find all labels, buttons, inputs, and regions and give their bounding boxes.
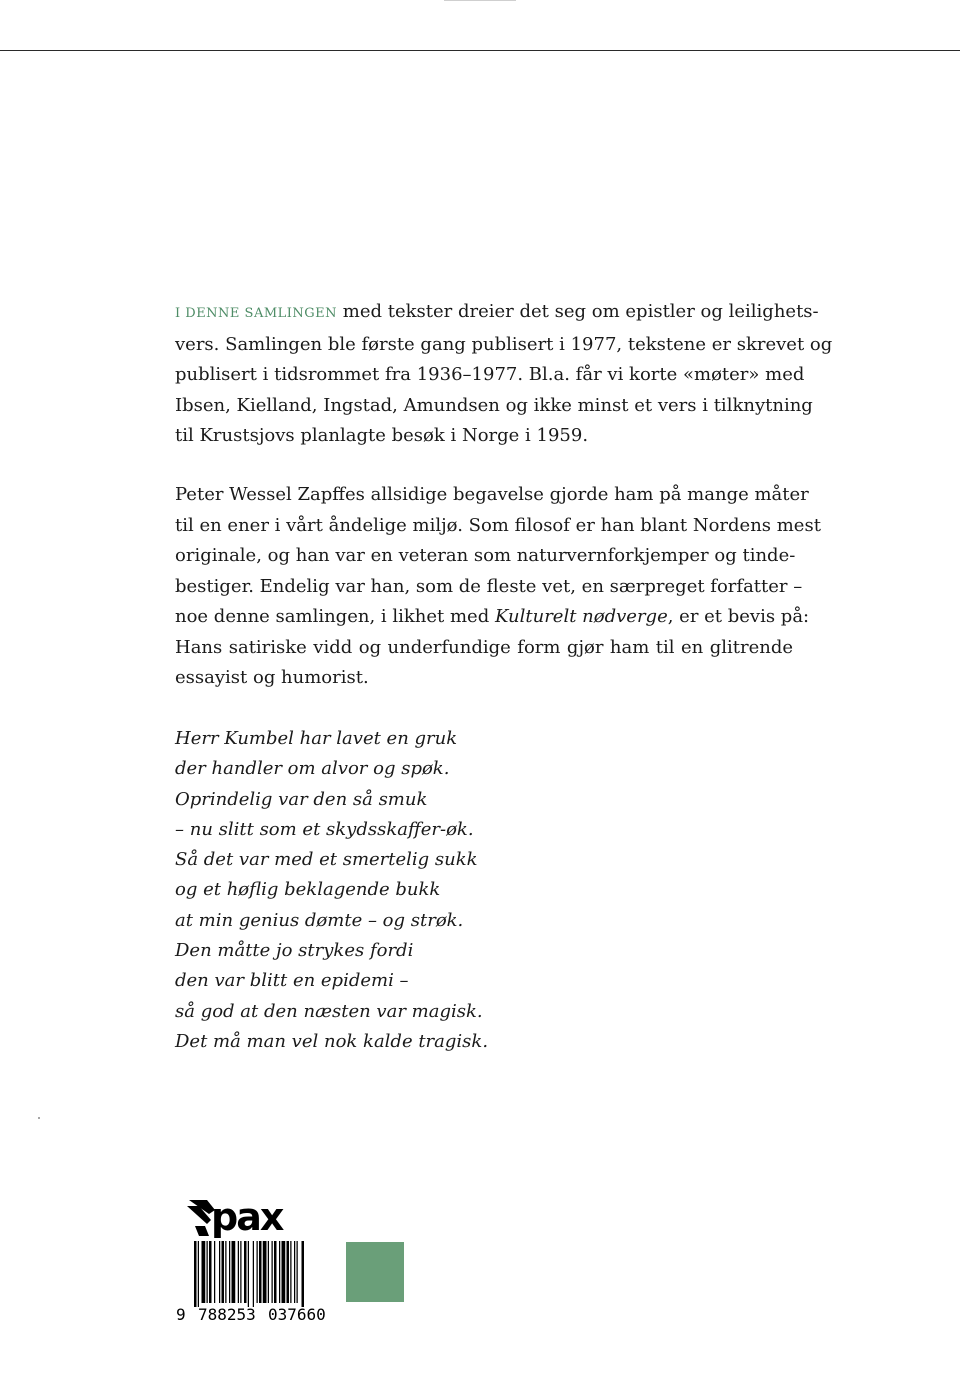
barcode-bar (282, 1241, 286, 1303)
barcode-bar (274, 1241, 277, 1303)
author-line-2: til en ener i vårt åndelige miljø. Som filosof er han blant Nordens mest (175, 514, 821, 536)
intro-line-4: Ibsen, Kielland, Ingstad, Amundsen og ikke minst et vers i tilknytning (175, 394, 813, 416)
author-paragraph (175, 480, 821, 694)
barcode-bar (214, 1241, 215, 1303)
barcode-bar (297, 1241, 298, 1303)
barcode-bar (198, 1241, 199, 1307)
barcode-bar (268, 1241, 269, 1303)
barcode-bar (207, 1241, 208, 1303)
intro-line-1: I DENNE SAMLINGEN med tekster dreier det seg om epistler og leilighets- (175, 301, 819, 322)
poem-line: Det må man vel nok kalde tragisk. (175, 1030, 489, 1052)
pax-publisher-logo (185, 1196, 315, 1238)
publisher-name: pax (211, 1196, 283, 1238)
intro-line-3: publisert i tidsrommet fra 1936–1977. Bl.a. får vi korte «møter» med (175, 364, 805, 385)
barcode-bar (222, 1241, 225, 1303)
author-line-1: Peter Wessel Zapffes allsidige begavelse gjorde ham på mange måter (175, 484, 809, 505)
poem-line: Oprindelig var den så smuk (175, 788, 428, 810)
author-line-6: Hans satiriske vidd og underfundige form gjør ham til en glitrende (175, 636, 793, 658)
barcode-digits (176, 1304, 346, 1326)
barcode-bar (229, 1241, 230, 1303)
intro-line-2: vers. Samlingen ble første gang publisert i 1977, tekstene er skrevet og (175, 333, 833, 355)
barcode-bar (244, 1241, 247, 1303)
barcode-bar (232, 1241, 236, 1303)
top-rule (0, 50, 960, 51)
author-line-3: originale, og han var en veteran som naturvernforkjemper og tinde- (175, 545, 796, 566)
barcode-bar (272, 1241, 273, 1303)
barcode-bar (294, 1241, 295, 1303)
barcode-bar (194, 1241, 197, 1307)
barcode-bar (257, 1241, 258, 1303)
barcode-bar (302, 1241, 305, 1307)
barcode-bar (202, 1241, 206, 1303)
barcode-bar (287, 1241, 290, 1303)
barcode-bar (209, 1241, 212, 1303)
barcode-bar (290, 1241, 291, 1303)
barcode-lead-digit: 9 (176, 1305, 186, 1324)
print-speck (38, 1117, 40, 1119)
poem-line: – nu slitt som et skydsskaffer-øk. (175, 818, 474, 840)
author-line-5: noe denne samlingen, i likhet med Kulturelt nødverge, er et bevis på: (175, 606, 810, 627)
top-edge-mark (444, 0, 516, 1)
book-title: Kulturelt nødverge (494, 606, 668, 627)
barcode-group-1: 788253 (198, 1305, 256, 1324)
barcode-bar (240, 1241, 241, 1303)
poem-line: den var blitt en epidemi – (175, 970, 409, 992)
barcode-bar (248, 1241, 249, 1307)
barcode-bar (253, 1241, 254, 1307)
barcode-bar (279, 1241, 280, 1303)
barcode-bar (238, 1241, 239, 1303)
intro-line-5: til Krustsjovs planlagte besøk i Norge i 1959. (175, 425, 589, 446)
poem-line: at min genius dømte – og strøk. (175, 909, 464, 931)
poem-line: så god at den næsten var magisk. (175, 1000, 483, 1022)
author-line-4: bestiger. Endelig var han, som de fleste vet, en særpreget forfatter – (175, 575, 803, 597)
author-line-7: essayist og humorist. (175, 667, 369, 688)
poem-line: der handler om alvor og spøk. (175, 758, 450, 780)
poem-line: Den måtte jo strykes fordi (175, 940, 414, 962)
green-color-block (346, 1242, 404, 1302)
barcode-group-2: 037660 (268, 1305, 326, 1324)
poem-line: Så det var med et smertelig sukk (175, 849, 478, 871)
barcode-bar (225, 1241, 226, 1303)
poem (175, 724, 488, 1057)
poem-line: og et høflig beklagende bukk (175, 879, 441, 901)
intro-paragraph (175, 297, 833, 452)
poem-line: Herr Kumbel har lavet en gruk (175, 728, 458, 749)
isbn-barcode (176, 1238, 346, 1326)
lead-in-caps: I DENNE SAMLINGEN (175, 306, 338, 321)
barcode-bar (263, 1241, 267, 1303)
barcode-bars (194, 1241, 342, 1307)
barcode-bar (219, 1241, 220, 1303)
barcode-bar (259, 1241, 262, 1303)
